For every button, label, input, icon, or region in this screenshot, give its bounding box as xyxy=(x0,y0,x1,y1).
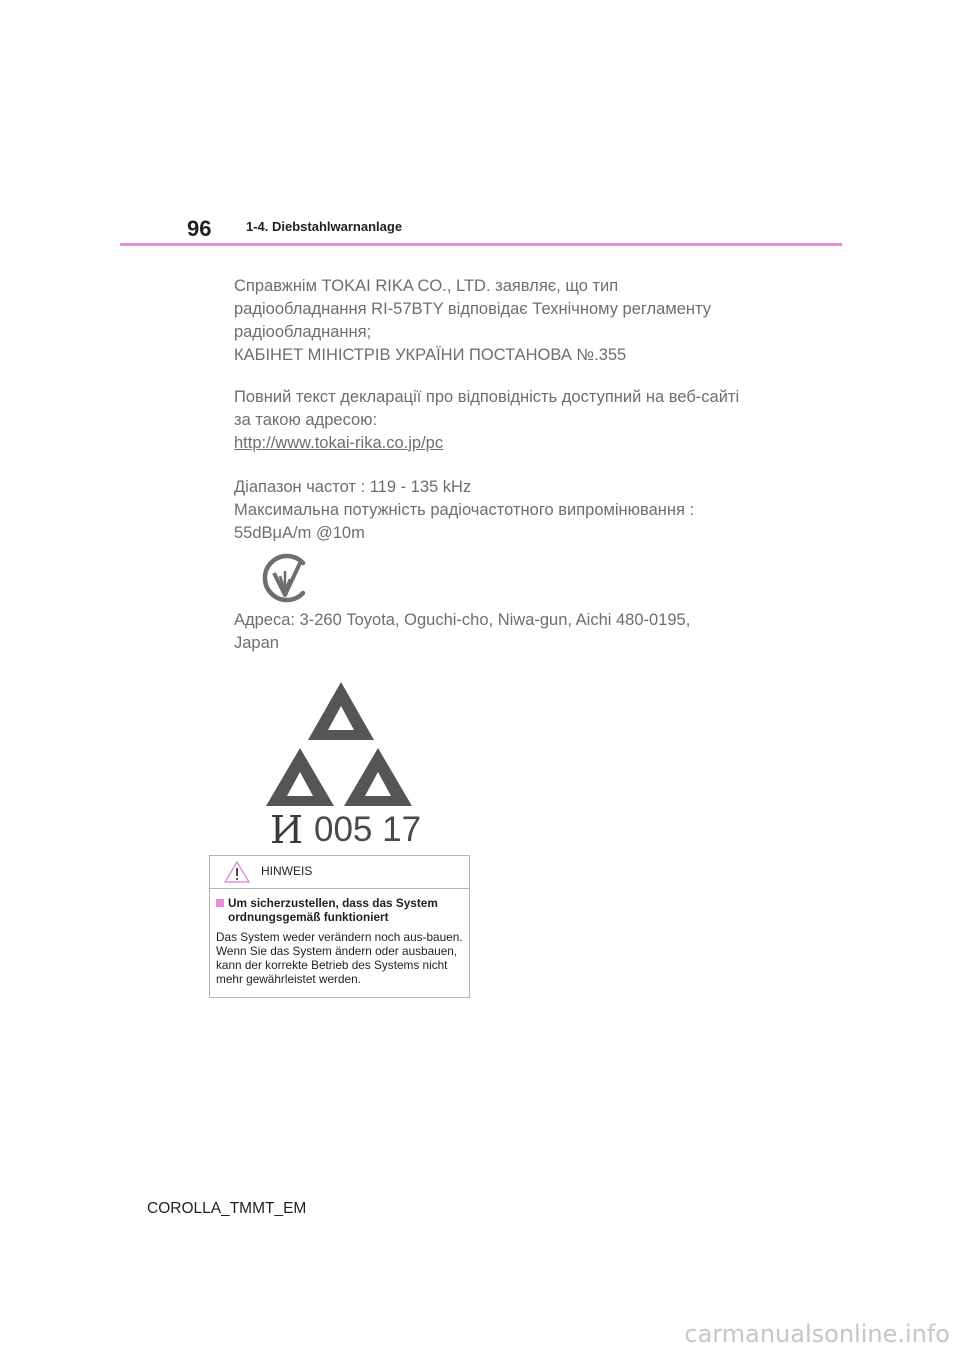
section-title: 1-4. Diebstahlwarnanlage xyxy=(246,219,403,234)
bullet-square-icon xyxy=(216,899,224,907)
frequency-range: Діапазон частот : 119 - 135 kHz xyxy=(234,478,472,496)
max-power-value: 55dBμA/m @10m xyxy=(234,524,365,542)
header-divider xyxy=(120,243,842,246)
declaration-line: радіообладнання; xyxy=(234,323,372,341)
certification-letter: И xyxy=(270,808,304,852)
address-line: Japan xyxy=(234,634,279,652)
full-text-line: Повний текст декларації про відповідність доступний на веб-сайті xyxy=(234,388,740,406)
declaration-line: радіообладнання RI-57BTY відповідає Технічному регламенту xyxy=(234,300,711,318)
declaration-block xyxy=(234,275,734,367)
full-text-block xyxy=(234,386,754,455)
page-number: 96 xyxy=(187,216,212,241)
notice-text: Das System weder verändern noch aus-bauen. Wenn Sie das System ändern oder ausbauen, kann der korrekte Betrieb des Systems nicht mehr gewährleistet werden. xyxy=(216,930,463,986)
radio-spec-block xyxy=(234,476,754,545)
site-watermark: carmanualsonline.info xyxy=(684,1320,950,1348)
ukraine-conformity-mark-icon xyxy=(256,549,314,607)
declaration-url-link[interactable]: http://www.tokai-rika.co.jp/pc xyxy=(234,434,444,452)
footer-model-code: COROLLA_TMMT_EM xyxy=(147,1200,307,1217)
notice-heading-text: Um sicherzustellen, dass das System ordnungsgemäß funktioniert xyxy=(228,896,438,924)
address-line: Адреса: 3-260 Toyota, Oguchi-cho, Niwa-gun, Aichi 480-0195, xyxy=(234,611,691,629)
notice-title: HINWEIS xyxy=(261,864,313,878)
notice-body xyxy=(210,889,469,986)
manufacturer-address xyxy=(234,609,712,655)
full-text-line: за такою адресою: xyxy=(234,411,378,429)
notice-box xyxy=(209,855,470,998)
declaration-line: Справжнім TOKAI RIKA CO., LTD. заявляє, що тип xyxy=(234,277,619,295)
certification-number: 005 17 xyxy=(314,810,422,849)
declaration-line: КАБІНЕТ МІНІСТРІВ УКРАЇНИ ПОСТАНОВА №.355 xyxy=(234,346,627,364)
notice-bullet-heading xyxy=(216,896,463,924)
notice-header xyxy=(210,856,469,889)
warning-triangle-icon xyxy=(224,860,250,884)
certification-triangles-icon xyxy=(266,680,416,808)
max-power-label: Максимальна потужність радіочастотного випромінювання : xyxy=(234,501,695,519)
